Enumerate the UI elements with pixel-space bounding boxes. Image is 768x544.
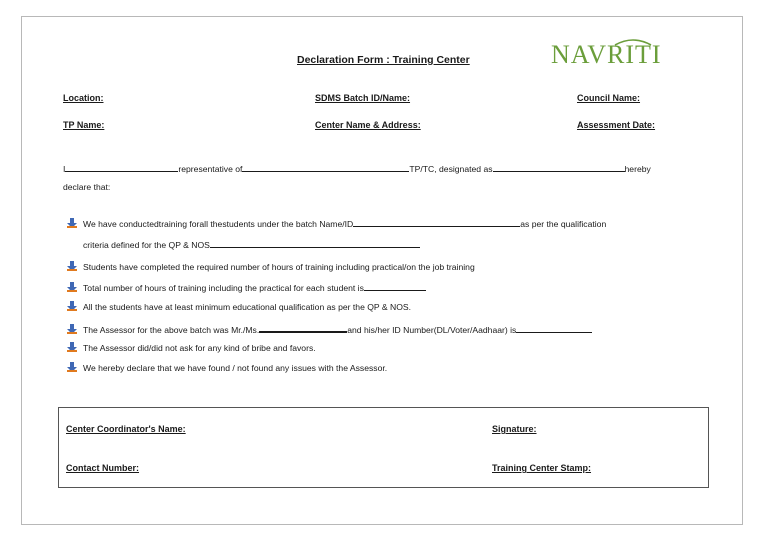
- tp-tc-designated-text: TP/TC, designated as: [409, 164, 493, 174]
- arrow-down-bullet-icon: [67, 261, 77, 271]
- navriti-logo: [551, 40, 662, 70]
- coordinator-name-label: Center Coordinator's Name:: [66, 424, 186, 434]
- bullet-item-5: The Assessor for the above batch was Mr./Ms. and his/her ID Number(DL/Voter/Aadhaar) is: [67, 322, 592, 335]
- council-name-label: Council Name:: [577, 93, 641, 103]
- signature-box: [58, 407, 709, 488]
- bullet-item-4: All the students have at least minimum educational qualification as per the QP & NOS.: [67, 301, 411, 312]
- location-label: Location:: [63, 93, 104, 103]
- arrow-down-bullet-icon: [67, 342, 77, 352]
- declare-that-text: declare that:: [63, 182, 111, 192]
- organization-blank[interactable]: [242, 162, 409, 172]
- hereby-text: hereby: [624, 164, 651, 174]
- designation-blank[interactable]: [493, 162, 625, 172]
- signature-label: Signature:: [492, 424, 537, 434]
- qp-nos-blank[interactable]: [210, 238, 420, 248]
- contact-number-label: Contact Number:: [66, 463, 140, 473]
- logo-arc-icon: [613, 38, 653, 46]
- bullet-item-2: Students have completed the required number of hours of training including practical/on the job training: [67, 261, 475, 272]
- training-hours-blank[interactable]: [364, 281, 426, 291]
- bullet-item-1: We have conductedtraining forall thestudents under the batch Name/ID as per the qualification: [67, 217, 606, 229]
- training-center-stamp-label: Training Center Stamp:: [492, 463, 592, 473]
- form-title: Declaration Form : Training Center: [297, 54, 470, 66]
- assessment-date-label: Assessment Date:: [577, 120, 656, 130]
- declaration-line: [63, 162, 651, 174]
- batch-name-blank[interactable]: [353, 217, 520, 227]
- arrow-down-bullet-icon: [67, 282, 77, 292]
- logo-text: NAVRITI: [551, 40, 662, 69]
- arrow-down-bullet-icon: [67, 324, 77, 334]
- representative-of-text: representative of: [178, 164, 243, 174]
- assessor-id-blank[interactable]: [516, 323, 592, 333]
- bullet-item-1-continuation: criteria defined for the QP & NOS: [83, 238, 420, 250]
- declaration-i: I: [63, 164, 66, 174]
- center-name-address-label: Center Name & Address:: [315, 120, 421, 130]
- arrow-down-bullet-icon: [67, 218, 77, 228]
- arrow-down-bullet-icon: [67, 301, 77, 311]
- bullet-item-3: Total number of hours of training including the practical for each student is: [67, 281, 426, 293]
- bullet-item-7: We hereby declare that we have found / not found any issues with the Assessor.: [67, 362, 387, 373]
- assessor-name-blank[interactable]: [259, 322, 347, 333]
- name-blank[interactable]: [65, 162, 178, 172]
- sdms-batch-label: SDMS Batch ID/Name:: [315, 93, 411, 103]
- tp-name-label: TP Name:: [63, 120, 105, 130]
- bullet-item-6: The Assessor did/did not ask for any kind of bribe and favors.: [67, 342, 316, 353]
- arrow-down-bullet-icon: [67, 362, 77, 372]
